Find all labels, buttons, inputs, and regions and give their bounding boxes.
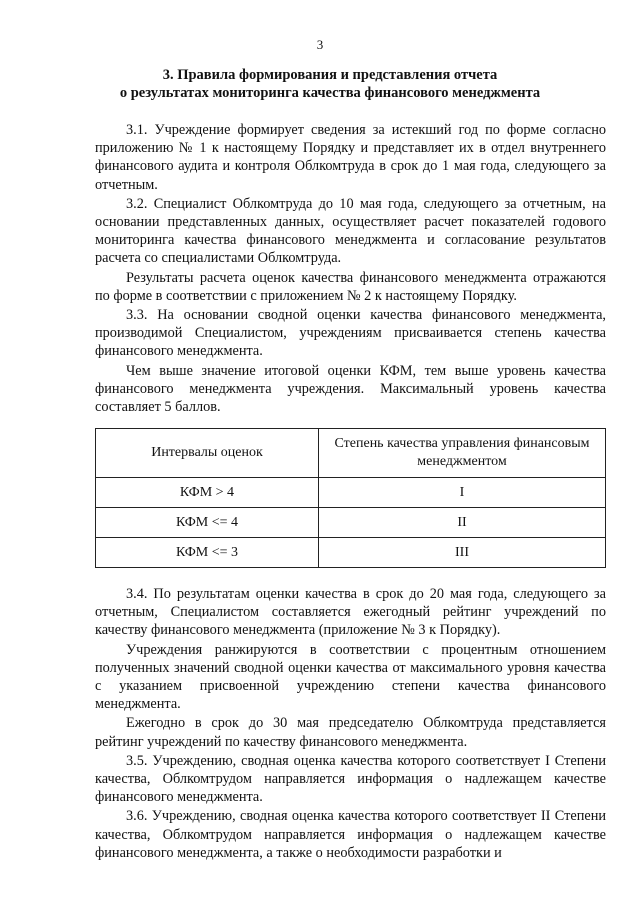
paragraph-kfm-level: Чем выше значение итоговой оценки КФМ, тем выше уровень качества финансового менеджмента учреждения. Максимальный уровень качества составляет 5 баллов. [95, 362, 606, 416]
table-row [96, 538, 606, 568]
table-cell-interval: КФМ <= 4 [96, 508, 319, 538]
table-row [96, 508, 606, 538]
section-title [95, 66, 565, 102]
quality-grade-table [95, 428, 606, 568]
table-header-intervals: Интервалы оценок [96, 429, 319, 478]
table-header-row [96, 429, 606, 478]
paragraph-ranking: Учреждения ранжируются в соответствии с процентным отношением полученных значений сводной оценки качества от максимального уровня качества с указанием присвоенной учреждению степени качества финансового менеджмента. [95, 641, 606, 713]
section-title-line-2: о результатах мониторинга качества финансового менеджмента [119, 85, 541, 101]
paragraph-3-2: 3.2. Специалист Облкомтруда до 10 мая года, следующего за отчетным, на основании представленных данных, осуществляет расчет показателей годового мониторинга качества финансового менеджмента и согласование результатов расчета со специалистами Облкомтруда. [95, 195, 606, 267]
table-cell-grade: III [319, 538, 606, 568]
body-text-after-table [95, 585, 606, 862]
paragraph-3-3: 3.3. На основании сводной оценки качества финансового менеджмента, производимой Специалистом, учреждениям присваивается степень качества финансового менеджмента. [95, 307, 606, 360]
paragraph-annual-rating: Ежегодно в срок до 30 мая председателю Облкомтруда представляется рейтинг учреждений по качеству финансового менеджмента. [95, 715, 606, 750]
table-row [96, 478, 606, 508]
table-cell-grade: II [319, 508, 606, 538]
paragraph-results: Результаты расчета оценок качества финансового менеджмента отражаются по форме в соответствии с приложением № 2 к настоящему Порядку. [95, 269, 606, 304]
paragraph-3-4: 3.4. По результатам оценки качества в срок до 20 мая года, следующего за отчетным, Специалистом составляется ежегодный рейтинг учреждений по качеству финансового менеджмента (приложение № 3 к Порядку). [95, 586, 606, 639]
table-header-grade: Степень качества управления финансовым менеджментом [319, 429, 606, 478]
page-number: 3 [316, 37, 324, 52]
table-cell-interval: КФМ > 4 [96, 478, 319, 508]
table-cell-interval: КФМ <= 3 [96, 538, 319, 568]
table-cell-grade: I [319, 478, 606, 508]
paragraph-3-6: 3.6. Учреждению, сводная оценка качества которого соответствует II Степени качества, Облкомтрудом направляется информация о надлежащем качестве финансового менеджмента, а также о необходимости разработки и [95, 808, 606, 861]
paragraph-3-1: 3.1. Учреждение формирует сведения за истекший год по форме согласно приложению № 1 к настоящему Порядку и представляет их в отдел внутреннего финансового аудита и контроля Облкомтруда в срок до 1 мая года, следующего за отчетным. [95, 122, 606, 193]
body-text-before-table [95, 121, 606, 416]
section-title-line-1: 3. Правила формирования и представления отчета [162, 67, 498, 83]
paragraph-3-5: 3.5. Учреждению, сводная оценка качества которого соответствует I Степени качества, Облкомтрудом направляется информация о надлежащем качестве финансового менеджмента. [95, 752, 606, 806]
